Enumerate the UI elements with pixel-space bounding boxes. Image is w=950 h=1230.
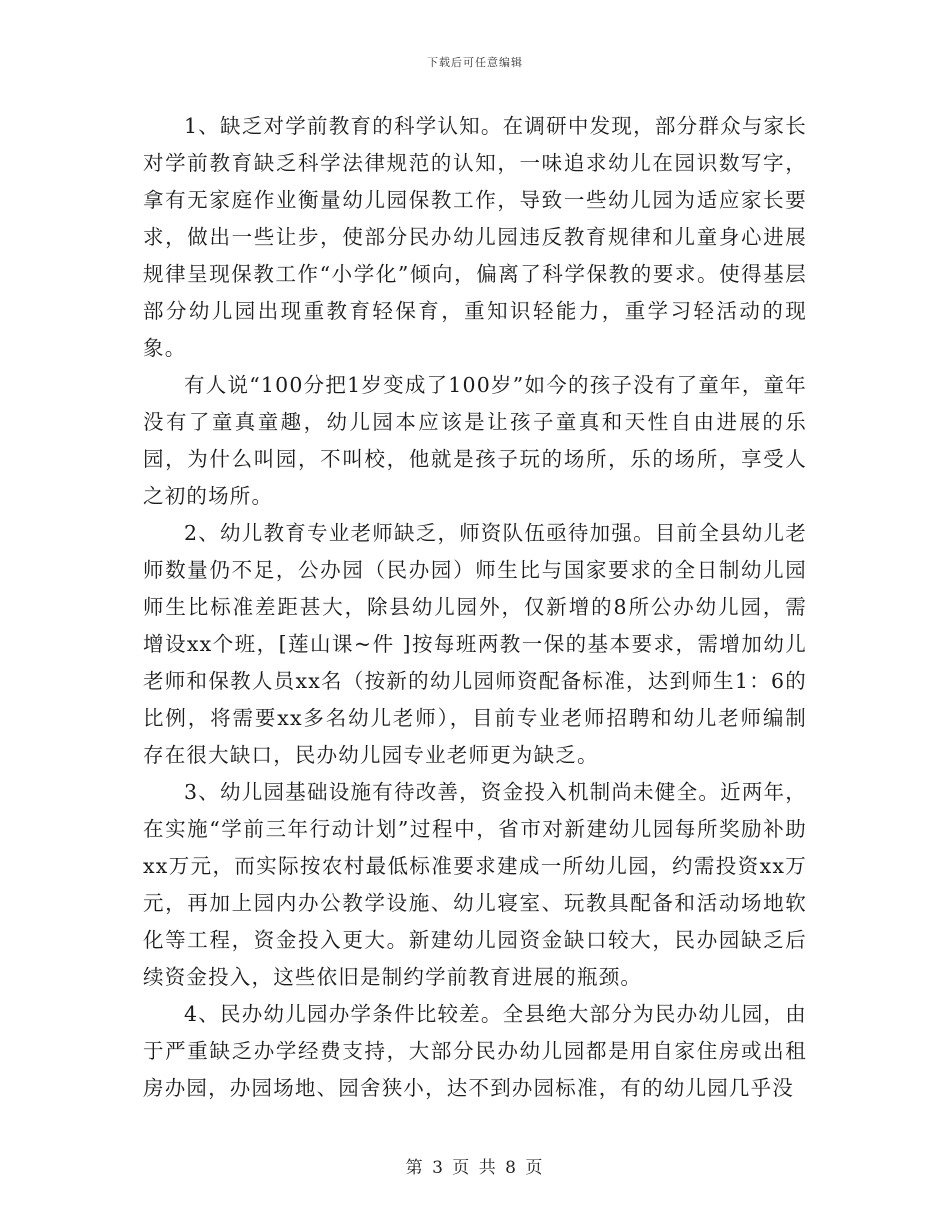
- paragraph-1: 1、缺乏对学前教育的科学认知。在调研中发现，部分群众与家长对学前教育缺乏科学法律规范的认知，一味追求幼儿在园识数写字，拿有无家庭作业衡量幼儿园保教工作，导致一些幼儿园为适应家长要求，做出一些让步，使部分民办幼儿园违反教育规律和儿童身心进展规律呈现保教工作“小学化”倾向，偏离了科学保教的要求。使得基层部分幼儿园出现重教育轻保育，重知识轻能力，重学习轻活动的现象。: [143, 114, 807, 360]
- paragraph-5: 4、民办幼儿园办学条件比较差。全县绝大部分为民办幼儿园，由于严重缺乏办学经费支持，大部分民办幼儿园都是用自家住房或出租房办园，办园场地、园舍狭小，达不到办园标准，有的幼儿园几乎没: [143, 1002, 807, 1100]
- paragraph-2: 有人说“100分把1岁变成了100岁”如今的孩子没有了童年，童年没有了童真童趣，幼儿园本应该是让孩子童真和天性自由进展的乐园，为什么叫园，不叫校，他就是孩子玩的场所，乐的场所，享受人之初的场所。: [143, 373, 807, 508]
- page-number-footer: 第 3 页 共 8 页: [405, 1158, 545, 1178]
- paragraph-4: 3、幼儿园基础设施有待改善，资金投入机制尚未健全。近两年，在实施“学前三年行动计划”过程中，省市对新建幼儿园每所奖励补助xx万元，而实际按农村最低标准要求建成一所幼儿园，约需投资xx万元，再加上园内办公教学设施、幼儿寝室、玩教具配备和活动场地软化等工程，资金投入更大。新建幼儿园资金缺口较大，民办园缺乏后续资金投入，这些依旧是制约学前教育进展的瓶颈。: [143, 780, 807, 989]
- paragraph-3: 2、幼儿教育专业老师缺乏，师资队伍亟待加强。目前全县幼儿老师数量仍不足，公办园（民办园）师生比与国家要求的全日制幼儿园师生比标准差距甚大，除县幼儿园外，仅新增的8所公办幼儿园，需增设xx个班，[莲山课~件 ]按每班两教一保的基本要求，需增加幼儿老师和保教人员xx名（按新的幼儿园师资配备标准，达到师生1：6的比例，将需要xx多名幼儿老师），目前专业老师招聘和幼儿老师编制存在很大缺口，民办幼儿园专业老师更为缺乏。: [143, 521, 807, 767]
- document-body: [143, 108, 807, 1107]
- page-header: 下载后可任意编辑: [427, 56, 523, 69]
